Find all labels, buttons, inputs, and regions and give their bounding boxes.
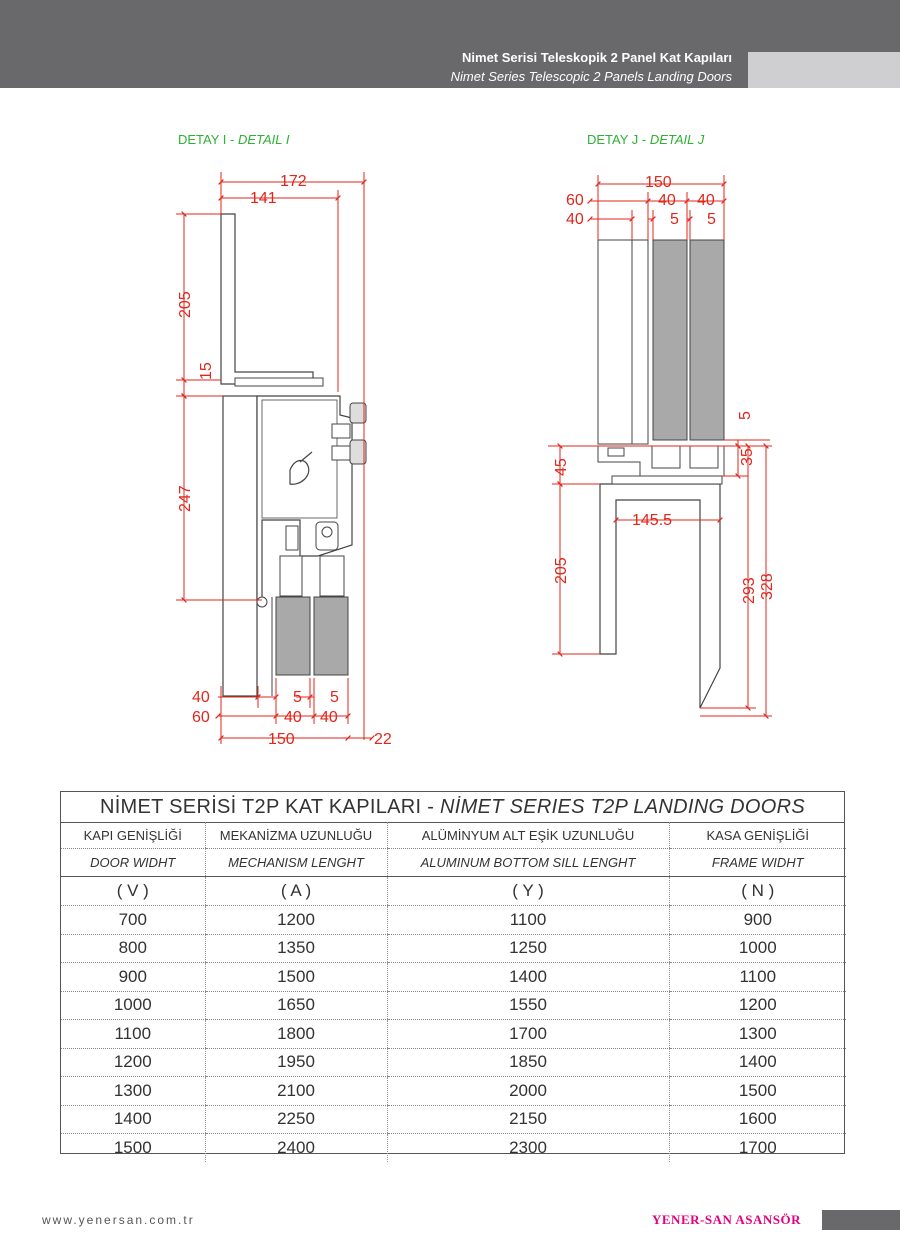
table-cell: 2150 xyxy=(387,1105,669,1134)
door-panel-j-2 xyxy=(690,240,724,440)
frame-panel-inner xyxy=(632,240,648,444)
frame-panel xyxy=(598,240,632,444)
table-cell: 1500 xyxy=(113,1137,152,1157)
sill-clip xyxy=(608,448,624,456)
detail-i-title-en: DETAIL I xyxy=(237,132,290,147)
dim-j-5-b: 5 xyxy=(707,211,716,228)
dim-j-5-a: 5 xyxy=(670,211,679,228)
dim-j-145-5: 145.5 xyxy=(632,512,673,529)
table-row xyxy=(61,1134,846,1162)
roller-link xyxy=(332,424,350,438)
dim-40-right: 40 xyxy=(320,709,338,726)
table-cell: 1100 xyxy=(61,1020,205,1049)
page-title-tr: Nimet Serisi Teleskopik 2 Panel Kat Kapıları xyxy=(462,50,732,65)
header-row-tr xyxy=(61,822,846,849)
bracket-plate xyxy=(235,378,323,386)
footer-url: www.yenersan.com.tr xyxy=(42,1213,195,1227)
table-title-en: NİMET SERIES T2P LANDING DOORS xyxy=(440,796,806,818)
spec-table-grid xyxy=(61,822,846,1162)
header-en-cell: FRAME WIDHT xyxy=(669,849,846,877)
table-row xyxy=(61,1020,846,1049)
table-cell: 1300 xyxy=(669,1020,846,1049)
table-cell: 800 xyxy=(61,934,205,963)
dim-j-150: 150 xyxy=(645,174,672,191)
sill-plate xyxy=(612,476,722,484)
detail-i-drawing xyxy=(176,172,392,748)
dim-141: 141 xyxy=(250,190,277,207)
symbol-cell: ( V ) xyxy=(61,877,205,906)
table-title xyxy=(61,792,844,823)
dim-15: 15 xyxy=(198,362,215,380)
table-cell: 1000 xyxy=(669,934,846,963)
detail-j-title-tr: DETAY J - xyxy=(587,132,650,147)
table-row xyxy=(61,1048,846,1077)
dim-j-205: 205 xyxy=(553,557,570,584)
header-en-cell: ALUMINUM BOTTOM SILL LENGHT xyxy=(387,849,669,877)
table-cell: 1200 xyxy=(61,1048,205,1077)
dim-j-40-b: 40 xyxy=(697,192,715,209)
hanger-bolt xyxy=(322,527,332,537)
table-cell: 2000 xyxy=(387,1077,669,1106)
dim-172: 172 xyxy=(280,173,307,190)
hanger-left xyxy=(286,526,298,550)
dim-205: 205 xyxy=(177,291,194,318)
table-cell: 1700 xyxy=(387,1020,669,1049)
table-cell: 1700 xyxy=(669,1134,846,1162)
sill-guide-1 xyxy=(652,446,680,468)
table-cell: 1400 xyxy=(669,1048,846,1077)
header-row-symbols xyxy=(61,877,846,906)
symbol-cell: ( N ) xyxy=(669,877,846,906)
table-row xyxy=(61,963,846,992)
footer-tab xyxy=(822,1210,900,1230)
dim-j-40-a: 40 xyxy=(658,192,676,209)
roller-link-2 xyxy=(332,446,350,460)
spec-table xyxy=(60,791,845,1157)
hanger-arm-left xyxy=(280,556,302,596)
detail-j-drawing xyxy=(548,174,776,716)
dim-j-45: 45 xyxy=(553,458,570,476)
dim-j-328: 328 xyxy=(759,573,776,600)
detail-j-title-en: DETAIL J xyxy=(649,132,705,147)
table-cell: 1100 xyxy=(387,906,669,935)
dim-40-left: 40 xyxy=(192,689,210,706)
table-row xyxy=(61,906,846,935)
sill-guide-2 xyxy=(690,446,718,468)
table-cell: 1400 xyxy=(61,1105,205,1134)
dim-5-a: 5 xyxy=(293,689,302,706)
hanger-arm-right xyxy=(320,556,344,596)
dim-247: 247 xyxy=(177,485,194,512)
dim-22: 22 xyxy=(374,731,392,748)
table-cell: 1200 xyxy=(669,991,846,1020)
door-panel-1 xyxy=(276,597,310,675)
dim-j-293: 293 xyxy=(741,577,758,604)
page-title-en: Nimet Series Telescopic 2 Panels Landing Doors xyxy=(450,69,732,84)
header-tr-cell: MEKANİZMA UZUNLUĞU xyxy=(205,822,387,849)
table-cell: 1300 xyxy=(61,1077,205,1106)
dim-j-60: 60 xyxy=(566,192,584,209)
table-cell: 700 xyxy=(61,906,205,935)
table-cell: 1950 xyxy=(205,1048,387,1077)
table-title-tr: NİMET SERİSİ T2P KAT KAPILARI - xyxy=(99,796,441,818)
header-en-cell: DOOR WIDHT xyxy=(61,849,205,877)
header-tr-cell: ALÜMİNYUM ALT EŞİK UZUNLUĞU xyxy=(387,822,669,849)
table-cell: 2100 xyxy=(205,1077,387,1106)
table-cell: 1000 xyxy=(61,991,205,1020)
table-cell: 1500 xyxy=(205,963,387,992)
table-cell: 1650 xyxy=(205,991,387,1020)
table-cell: 1200 xyxy=(205,906,387,935)
detail-i-title-tr: DETAY I - xyxy=(178,132,238,147)
door-panel-j-1 xyxy=(653,240,687,440)
table-cell: 1800 xyxy=(205,1020,387,1049)
symbol-cell: ( Y ) xyxy=(387,877,669,906)
pivot xyxy=(257,597,267,607)
dim-150: 150 xyxy=(268,731,295,748)
table-cell: 1350 xyxy=(205,934,387,963)
table-cell: 1100 xyxy=(669,963,846,992)
header-en-cell: MECHANISM LENGHT xyxy=(205,849,387,877)
table-cell: 1500 xyxy=(669,1077,846,1106)
header-tr-cell: KAPI GENİŞLİĞİ xyxy=(61,822,205,849)
table-cell: 2300 xyxy=(387,1134,669,1162)
header-row-en xyxy=(61,849,846,877)
symbol-cell: ( A ) xyxy=(205,877,387,906)
door-panel-2 xyxy=(314,597,348,675)
table-cell: 1600 xyxy=(669,1105,846,1134)
dim-40-mid: 40 xyxy=(284,709,302,726)
dim-j-5-c: 5 xyxy=(737,411,754,420)
dim-j-40-c: 40 xyxy=(566,211,584,228)
table-cell: 2400 xyxy=(205,1134,387,1162)
table-cell: 1400 xyxy=(387,963,669,992)
table-cell: 1550 xyxy=(387,991,669,1020)
table-row xyxy=(61,934,846,963)
header-bracket xyxy=(221,214,313,384)
header-tr-cell: KASA GENİŞLİĞİ xyxy=(669,822,846,849)
footer-brand-logo: YENER-SAN ASANSÖR xyxy=(652,1212,801,1227)
table-cell: 1250 xyxy=(387,934,669,963)
table-cell: 900 xyxy=(61,963,205,992)
dim-j-35: 35 xyxy=(739,448,756,466)
dim-60: 60 xyxy=(192,709,210,726)
table-cell: 2250 xyxy=(205,1105,387,1134)
table-row xyxy=(61,1077,846,1106)
frame-column xyxy=(223,396,257,696)
table-cell: 900 xyxy=(669,906,846,935)
dim-5-b: 5 xyxy=(330,689,339,706)
table-row xyxy=(61,1105,846,1134)
table-row xyxy=(61,991,846,1020)
table-cell: 1850 xyxy=(387,1048,669,1077)
